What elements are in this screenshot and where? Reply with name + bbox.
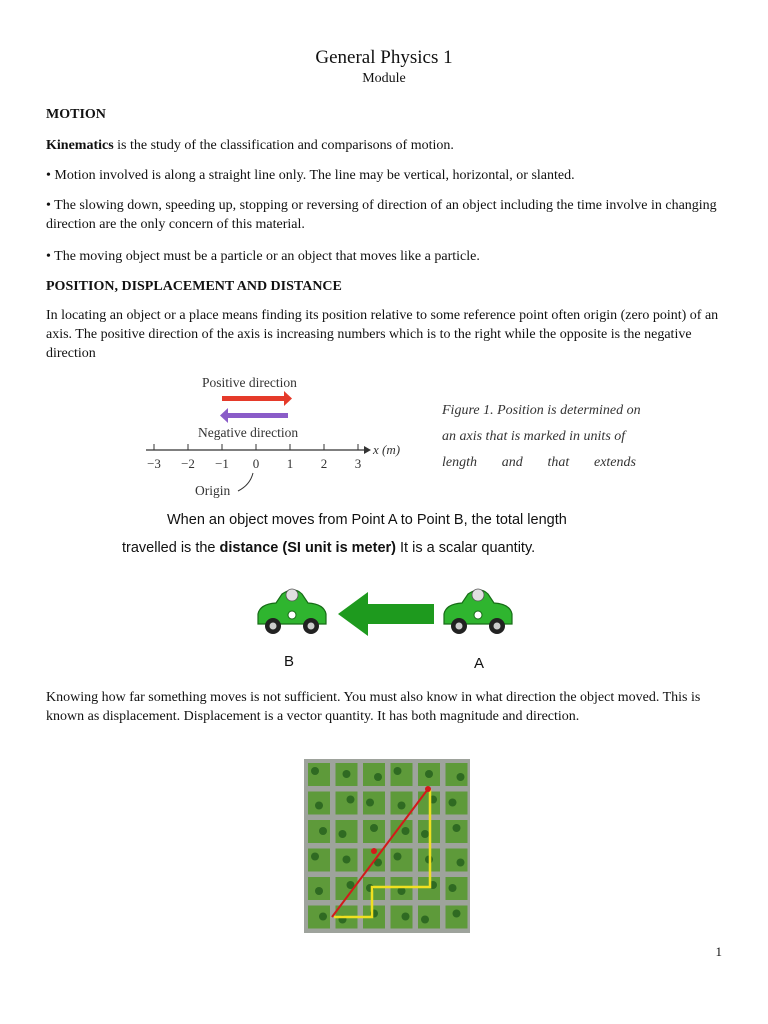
distance-bold: distance (SI unit is meter): [219, 540, 396, 556]
motion-heading: MOTION: [46, 107, 106, 122]
position-paragraph: In locating an object or a place means finding its position relative to some reference point often origin (zero point) of an axis. The positive direction of the axis is increasing numbers which is to the right while the opposite is the negative direction: [46, 308, 719, 361]
city-block: [418, 906, 440, 929]
bullet-straight-line: • Motion involved is along a straight line only. The line may be vertical, horizontal, or slanted.: [46, 168, 575, 183]
city-block: [336, 792, 358, 815]
distance-line2: [122, 540, 535, 556]
end-point-marker: [425, 786, 431, 792]
figure-caption-line3: [442, 455, 636, 471]
tree: [402, 913, 410, 921]
figure-caption-line2: an axis that is marked in units of: [442, 429, 626, 444]
tree: [394, 853, 402, 861]
kinematics-text: is the study of the classification and comparisons of motion.: [113, 138, 454, 153]
tree: [370, 824, 378, 832]
caption-word: that: [547, 455, 570, 470]
tree: [366, 799, 374, 807]
tree: [457, 859, 465, 867]
point-a-label: A: [473, 655, 485, 672]
tree: [343, 856, 351, 864]
tree: [453, 824, 461, 832]
car-b-icon: [258, 589, 326, 634]
tree: [339, 830, 347, 838]
position-heading: POSITION, DISPLACEMENT AND DISTANCE: [46, 279, 342, 294]
axis-ticks: [147, 444, 361, 471]
tree: [402, 827, 410, 835]
tree: [311, 767, 319, 775]
tree: [394, 767, 402, 775]
tree: [374, 773, 382, 781]
city-block: [363, 763, 385, 786]
number-line-figure: [140, 370, 420, 505]
kinematics-paragraph: [46, 136, 726, 155]
tree: [449, 799, 457, 807]
positive-arrow-icon: [222, 391, 292, 406]
tree: [449, 884, 457, 892]
point-b-label: B: [283, 653, 295, 670]
city-map-figure: [304, 759, 470, 933]
bullet-particle: • The moving object must be a particle or an object that moves like a particle.: [46, 249, 480, 264]
axis-tick-label: −3: [147, 456, 161, 471]
city-block: [446, 849, 468, 872]
page-number: 1: [715, 944, 722, 959]
caption-word: and: [501, 455, 523, 470]
tree: [347, 796, 355, 804]
city-block: [446, 763, 468, 786]
negative-arrow-icon: [220, 408, 288, 423]
axis-tick-label: 1: [286, 456, 294, 471]
kinematics-term: Kinematics: [46, 138, 114, 153]
positive-direction-label: Positive direction: [202, 375, 297, 390]
car-a-icon: [444, 589, 512, 634]
tree: [319, 827, 327, 835]
displacement-paragraph: Knowing how far something moves is not sufficient. You must also know in what direction the object moved. This is known as displacement. Displacement is a vector quantity. It has both magnitude and direction.: [46, 690, 701, 724]
distance-suffix: It is a scalar quantity.: [396, 540, 536, 556]
axis-tick-label: −1: [215, 456, 229, 471]
origin-pointer: [238, 473, 253, 491]
city-block: [308, 849, 330, 872]
negative-direction-label: Negative direction: [198, 425, 299, 440]
distance-line1: When an object moves from Point A to Point B, the total length: [167, 512, 567, 528]
caption-word: length: [442, 455, 477, 470]
axis-unit-label: x (m): [373, 442, 401, 457]
tree: [421, 830, 429, 838]
caption-word: extends: [593, 455, 636, 470]
city-block: [391, 849, 413, 872]
direction-arrow-icon: [338, 592, 434, 636]
page-title: General Physics 1: [315, 47, 453, 68]
tree: [425, 770, 433, 778]
tree: [398, 802, 406, 810]
tree: [457, 773, 465, 781]
tree: [421, 916, 429, 924]
mid-point-marker: [371, 848, 377, 854]
axis-arrowhead-icon: [364, 446, 371, 454]
bullet-changes: • The slowing down, speeding up, stopping or reversing of direction of an object including the time involve in changing direction are the only concern of this material.: [46, 198, 717, 232]
city-block: [391, 763, 413, 786]
axis-tick-label: 3: [354, 456, 362, 471]
axis-tick-label: 0: [252, 456, 260, 471]
cars-figure: [250, 582, 520, 674]
tree: [315, 802, 323, 810]
tree: [311, 853, 319, 861]
city-block: [308, 763, 330, 786]
figure-caption-line1: Figure 1. Position is determined on: [442, 403, 641, 418]
tree: [315, 887, 323, 895]
page-subtitle: Module: [362, 71, 406, 86]
axis-tick-label: 2: [320, 456, 328, 471]
city-block: [336, 820, 358, 843]
tree: [343, 770, 351, 778]
tree: [453, 910, 461, 918]
distance-prefix: travelled is the: [122, 540, 220, 556]
axis-tick-label: −2: [181, 456, 195, 471]
origin-label: Origin: [195, 483, 231, 498]
tree: [319, 913, 327, 921]
